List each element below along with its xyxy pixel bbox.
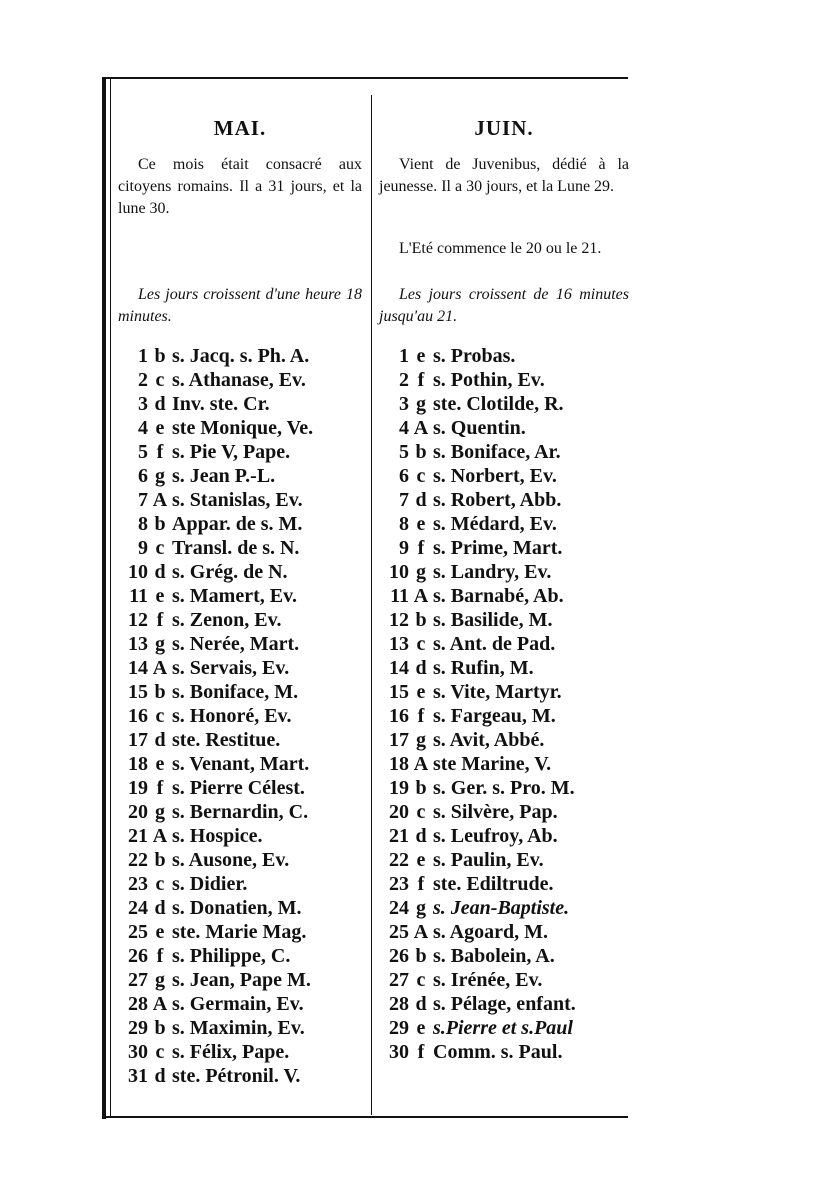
may-day-row xyxy=(118,536,362,560)
june-season-note-text: L'Eté commence le 20 ou le 21. xyxy=(399,240,602,257)
june-day-row xyxy=(379,896,629,920)
dominical-letter: d xyxy=(154,897,166,919)
day-number: 5 xyxy=(399,441,409,463)
may-day-row xyxy=(118,1064,362,1088)
dominical-letter: b xyxy=(154,849,166,871)
day-number: 24 xyxy=(389,897,409,919)
dominical-letter: c xyxy=(416,633,426,655)
saint-name: s. Maximin, Ev. xyxy=(172,1017,305,1039)
dominical-letter: c xyxy=(416,465,426,487)
day-number: 1 xyxy=(138,345,148,367)
dominical-letter: c xyxy=(155,537,165,559)
saint-name: s. Ger. s. Pro. M. xyxy=(433,777,575,799)
day-number: 6 xyxy=(138,465,148,487)
saint-name: s. Pierre Célest. xyxy=(172,777,305,799)
saint-name: s. Basilide, M. xyxy=(433,609,553,631)
may-day-row xyxy=(118,776,362,800)
saint-name: s. Landry, Ev. xyxy=(433,561,552,583)
may-intro xyxy=(118,154,362,220)
june-days-list xyxy=(379,344,629,1064)
saint-name: s. Irénée, Ev. xyxy=(433,969,543,991)
saint-name: s. Honoré, Ev. xyxy=(172,705,292,727)
dominical-letter: e xyxy=(155,585,165,607)
day-number: 3 xyxy=(138,393,148,415)
may-day-row xyxy=(118,608,362,632)
dominical-letter: g xyxy=(155,465,165,487)
day-number: 15 xyxy=(389,681,409,703)
day-number: 14 xyxy=(389,657,409,679)
may-day-row xyxy=(118,800,362,824)
saint-name: Appar. de s. M. xyxy=(172,513,303,535)
june-day-row xyxy=(379,752,629,776)
dominical-letter: A xyxy=(413,921,429,943)
dominical-letter: b xyxy=(154,1017,166,1039)
saint-name: ste. Clotilde, R. xyxy=(433,393,564,415)
dominical-letter: e xyxy=(416,513,426,535)
dominical-letter: e xyxy=(155,921,165,943)
saint-name: s. Didier. xyxy=(172,873,248,895)
day-number: 16 xyxy=(389,705,409,727)
saint-name: s. Paulin, Ev. xyxy=(433,849,544,871)
dominical-letter: f xyxy=(156,945,164,967)
dominical-letter: b xyxy=(415,441,427,463)
june-day-row xyxy=(379,920,629,944)
june-day-row xyxy=(379,368,629,392)
june-day-row xyxy=(379,344,629,368)
saint-name: s. Jean P.-L. xyxy=(172,465,276,487)
dominical-letter: d xyxy=(154,1065,166,1087)
day-number: 7 xyxy=(399,489,409,511)
frame-left-thick-rule xyxy=(102,77,106,1119)
dominical-letter: g xyxy=(416,561,426,583)
may-day-row xyxy=(118,416,362,440)
saint-name: s. Nerée, Mart. xyxy=(172,633,300,655)
dominical-letter: g xyxy=(155,801,165,823)
saint-name: ste. Pétronil. V. xyxy=(172,1065,301,1087)
saint-name: s. Norbert, Ev. xyxy=(433,465,557,487)
day-number: 6 xyxy=(399,465,409,487)
saint-name: s. Venant, Mart. xyxy=(172,753,310,775)
saint-name: s. Leufroy, Ab. xyxy=(433,825,558,847)
saint-name: s. Babolein, A. xyxy=(433,945,555,967)
june-days-note-text: Les jours croissent de 16 minutes jusqu'au 21. xyxy=(379,286,629,325)
dominical-letter: f xyxy=(156,441,164,463)
may-day-row xyxy=(118,392,362,416)
day-number: 25 xyxy=(128,921,148,943)
dominical-letter: c xyxy=(416,969,426,991)
saint-name: s. Vite, Martyr. xyxy=(433,681,562,703)
saint-name: s. Jacq. s. Ph. A. xyxy=(172,345,310,367)
dominical-letter: g xyxy=(155,633,165,655)
day-number: 30 xyxy=(389,1041,409,1063)
saint-name: s. Zenon, Ev. xyxy=(172,609,282,631)
saint-name: s. Donatien, M. xyxy=(172,897,302,919)
day-number: 12 xyxy=(128,609,148,631)
june-day-row xyxy=(379,800,629,824)
saint-name: s. Ausone, Ev. xyxy=(172,849,290,871)
dominical-letter: e xyxy=(416,849,426,871)
dominical-letter: f xyxy=(156,609,164,631)
day-number: 27 xyxy=(128,969,148,991)
may-day-row xyxy=(118,344,362,368)
day-number: 5 xyxy=(138,441,148,463)
dominical-letter: f xyxy=(417,705,425,727)
saint-name: s. Pothin, Ev. xyxy=(433,369,545,391)
dominical-letter: e xyxy=(416,681,426,703)
dominical-letter: A xyxy=(413,585,429,607)
dominical-letter: d xyxy=(154,393,166,415)
saint-name: s. Boniface, Ar. xyxy=(433,441,561,463)
saint-name: Inv. ste. Cr. xyxy=(172,393,270,415)
dominical-letter: g xyxy=(416,897,426,919)
june-day-row xyxy=(379,824,629,848)
dominical-letter: e xyxy=(155,417,165,439)
may-day-row xyxy=(118,920,362,944)
june-day-row xyxy=(379,632,629,656)
day-number: 20 xyxy=(389,801,409,823)
june-day-row xyxy=(379,1040,629,1064)
saint-name: ste. Restitue. xyxy=(172,729,281,751)
dominical-letter: d xyxy=(415,993,427,1015)
dominical-letter: f xyxy=(417,369,425,391)
dominical-letter: d xyxy=(415,489,427,511)
may-day-row xyxy=(118,488,362,512)
dominical-letter: b xyxy=(415,777,427,799)
saint-name: s.Pierre et s.Paul xyxy=(433,1017,573,1039)
saint-name: s. Médard, Ev. xyxy=(433,513,557,535)
frame-left-thin-rule xyxy=(110,77,111,1117)
june-day-row xyxy=(379,680,629,704)
day-number: 30 xyxy=(128,1041,148,1063)
may-days-note-text: Les jours croissent d'une heure 18 minutes. xyxy=(118,286,362,325)
day-number: 23 xyxy=(389,873,409,895)
frame-top-rule xyxy=(102,77,628,79)
day-number: 1 xyxy=(399,345,409,367)
saint-name: Comm. s. Paul. xyxy=(433,1041,563,1063)
day-number: 8 xyxy=(399,513,409,535)
may-day-row xyxy=(118,584,362,608)
dominical-letter: d xyxy=(154,561,166,583)
dominical-letter: A xyxy=(152,993,168,1015)
dominical-letter: d xyxy=(415,657,427,679)
day-number: 4 xyxy=(399,417,409,439)
day-number: 14 xyxy=(128,657,148,679)
may-day-row xyxy=(118,728,362,752)
day-number: 31 xyxy=(128,1065,148,1087)
day-number: 10 xyxy=(389,561,409,583)
saint-name: s. Jean, Pape M. xyxy=(172,969,311,991)
dominical-letter: e xyxy=(155,753,165,775)
dominical-letter: b xyxy=(415,609,427,631)
may-day-row xyxy=(118,512,362,536)
may-day-row xyxy=(118,440,362,464)
june-day-row xyxy=(379,392,629,416)
day-number: 12 xyxy=(389,609,409,631)
may-day-row xyxy=(118,968,362,992)
day-number: 24 xyxy=(128,897,148,919)
june-day-row xyxy=(379,536,629,560)
day-number: 11 xyxy=(129,585,148,607)
may-day-row xyxy=(118,656,362,680)
june-day-row xyxy=(379,872,629,896)
dominical-letter: b xyxy=(415,945,427,967)
may-day-row xyxy=(118,368,362,392)
may-day-row xyxy=(118,992,362,1016)
may-day-row xyxy=(118,848,362,872)
may-title: MAI. xyxy=(213,116,267,140)
may-days-note xyxy=(118,284,362,328)
may-day-row xyxy=(118,560,362,584)
day-number: 25 xyxy=(389,921,409,943)
frame-bottom-rule xyxy=(102,1116,628,1118)
day-number: 20 xyxy=(128,801,148,823)
may-day-row xyxy=(118,896,362,920)
saint-name: s. Athanase, Ev. xyxy=(172,369,306,391)
saint-name: s. Pie V, Pape. xyxy=(172,441,291,463)
saint-name: s. Barnabé, Ab. xyxy=(433,585,564,607)
dominical-letter: c xyxy=(416,801,426,823)
day-number: 13 xyxy=(128,633,148,655)
may-day-row xyxy=(118,1040,362,1064)
dominical-letter: b xyxy=(154,681,166,703)
day-number: 19 xyxy=(128,777,148,799)
june-day-row xyxy=(379,464,629,488)
day-number: 2 xyxy=(399,369,409,391)
saint-name: s. Pélage, enfant. xyxy=(433,993,576,1015)
saint-name: ste Monique, Ve. xyxy=(172,417,314,439)
may-day-row xyxy=(118,632,362,656)
day-number: 8 xyxy=(138,513,148,535)
dominical-letter: g xyxy=(416,729,426,751)
dominical-letter: g xyxy=(155,969,165,991)
dominical-letter: c xyxy=(155,873,165,895)
day-number: 26 xyxy=(128,945,148,967)
saint-name: s. Grég. de N. xyxy=(172,561,288,583)
day-number: 27 xyxy=(389,969,409,991)
june-title: JUIN. xyxy=(474,116,534,140)
saint-name: s. Philippe, C. xyxy=(172,945,291,967)
june-day-row xyxy=(379,488,629,512)
dominical-letter: A xyxy=(152,657,168,679)
saint-name: s. Ant. de Pad. xyxy=(433,633,556,655)
saint-name: ste Marine, V. xyxy=(433,753,552,775)
saint-name: s. Hospice. xyxy=(172,825,263,847)
day-number: 16 xyxy=(128,705,148,727)
june-season-note xyxy=(379,238,629,260)
day-number: 23 xyxy=(128,873,148,895)
dominical-letter: A xyxy=(413,753,429,775)
day-number: 21 xyxy=(389,825,409,847)
june-intro xyxy=(379,154,629,198)
saint-name: s. Agoard, M. xyxy=(433,921,548,943)
june-intro-text: Vient de Juvenibus, dédié à la jeunesse. Il a 30 jours, et la Lune 29. xyxy=(379,156,629,195)
dominical-letter: f xyxy=(417,873,425,895)
may-day-row xyxy=(118,704,362,728)
day-number: 29 xyxy=(389,1017,409,1039)
june-day-row xyxy=(379,848,629,872)
dominical-letter: f xyxy=(156,777,164,799)
day-number: 18 xyxy=(389,753,409,775)
may-day-row xyxy=(118,824,362,848)
saint-name: s. Germain, Ev. xyxy=(172,993,304,1015)
june-day-row xyxy=(379,992,629,1016)
day-number: 9 xyxy=(138,537,148,559)
may-day-row xyxy=(118,680,362,704)
saint-name: s. Jean-Baptiste. xyxy=(433,897,570,919)
day-number: 22 xyxy=(389,849,409,871)
may-day-row xyxy=(118,1016,362,1040)
saint-name: s. Prime, Mart. xyxy=(433,537,563,559)
june-day-row xyxy=(379,776,629,800)
dominical-letter: A xyxy=(152,489,168,511)
june-day-row xyxy=(379,728,629,752)
saint-name: s. Avit, Abbé. xyxy=(433,729,545,751)
saint-name: s. Robert, Abb. xyxy=(433,489,562,511)
dominical-letter: d xyxy=(154,729,166,751)
saint-name: s. Quentin. xyxy=(433,417,526,439)
saint-name: s. Stanislas, Ev. xyxy=(172,489,303,511)
dominical-letter: f xyxy=(417,1041,425,1063)
june-day-row xyxy=(379,656,629,680)
saint-name: ste. Ediltrude. xyxy=(433,873,554,895)
may-day-row xyxy=(118,872,362,896)
dominical-letter: f xyxy=(417,537,425,559)
day-number: 15 xyxy=(128,681,148,703)
saint-name: s. Servais, Ev. xyxy=(172,657,290,679)
dominical-letter: d xyxy=(415,825,427,847)
may-day-row xyxy=(118,944,362,968)
day-number: 11 xyxy=(390,585,409,607)
saint-name: Transl. de s. N. xyxy=(172,537,300,559)
dominical-letter: c xyxy=(155,1041,165,1063)
saint-name: ste. Marie Mag. xyxy=(172,921,307,943)
june-day-row xyxy=(379,512,629,536)
day-number: 19 xyxy=(389,777,409,799)
dominical-letter: b xyxy=(154,345,166,367)
saint-name: s. Fargeau, M. xyxy=(433,705,556,727)
june-days-note xyxy=(379,284,629,328)
dominical-letter: b xyxy=(154,513,166,535)
day-number: 28 xyxy=(128,993,148,1015)
saint-name: s. Félix, Pape. xyxy=(172,1041,290,1063)
day-number: 13 xyxy=(389,633,409,655)
saint-name: s. Boniface, M. xyxy=(172,681,299,703)
june-day-row xyxy=(379,968,629,992)
may-day-row xyxy=(118,752,362,776)
day-number: 17 xyxy=(128,729,148,751)
saint-name: s. Mamert, Ev. xyxy=(172,585,297,607)
june-day-row xyxy=(379,440,629,464)
dominical-letter: c xyxy=(155,705,165,727)
june-day-row xyxy=(379,944,629,968)
day-number: 18 xyxy=(128,753,148,775)
june-day-row xyxy=(379,416,629,440)
june-day-row xyxy=(379,1016,629,1040)
day-number: 7 xyxy=(138,489,148,511)
day-number: 17 xyxy=(389,729,409,751)
june-day-row xyxy=(379,584,629,608)
day-number: 21 xyxy=(128,825,148,847)
column-divider xyxy=(371,95,372,1115)
june-day-row xyxy=(379,704,629,728)
dominical-letter: e xyxy=(416,1017,426,1039)
day-number: 22 xyxy=(128,849,148,871)
saint-name: s. Bernardin, C. xyxy=(172,801,309,823)
day-number: 29 xyxy=(128,1017,148,1039)
may-day-row xyxy=(118,464,362,488)
may-intro-text: Ce mois était consacré aux citoyens romains. Il a 31 jours, et la lune 30. xyxy=(118,156,362,217)
dominical-letter: A xyxy=(152,825,168,847)
may-days-list xyxy=(118,344,362,1088)
june-day-row xyxy=(379,560,629,584)
day-number: 26 xyxy=(389,945,409,967)
dominical-letter: e xyxy=(416,345,426,367)
day-number: 10 xyxy=(128,561,148,583)
dominical-letter: c xyxy=(155,369,165,391)
saint-name: s. Silvère, Pap. xyxy=(433,801,558,823)
saint-name: s. Probas. xyxy=(433,345,516,367)
day-number: 4 xyxy=(138,417,148,439)
day-number: 28 xyxy=(389,993,409,1015)
day-number: 2 xyxy=(138,369,148,391)
saint-name: s. Rufin, M. xyxy=(433,657,534,679)
dominical-letter: g xyxy=(416,393,426,415)
day-number: 9 xyxy=(399,537,409,559)
day-number: 3 xyxy=(399,393,409,415)
june-day-row xyxy=(379,608,629,632)
dominical-letter: A xyxy=(413,417,429,439)
